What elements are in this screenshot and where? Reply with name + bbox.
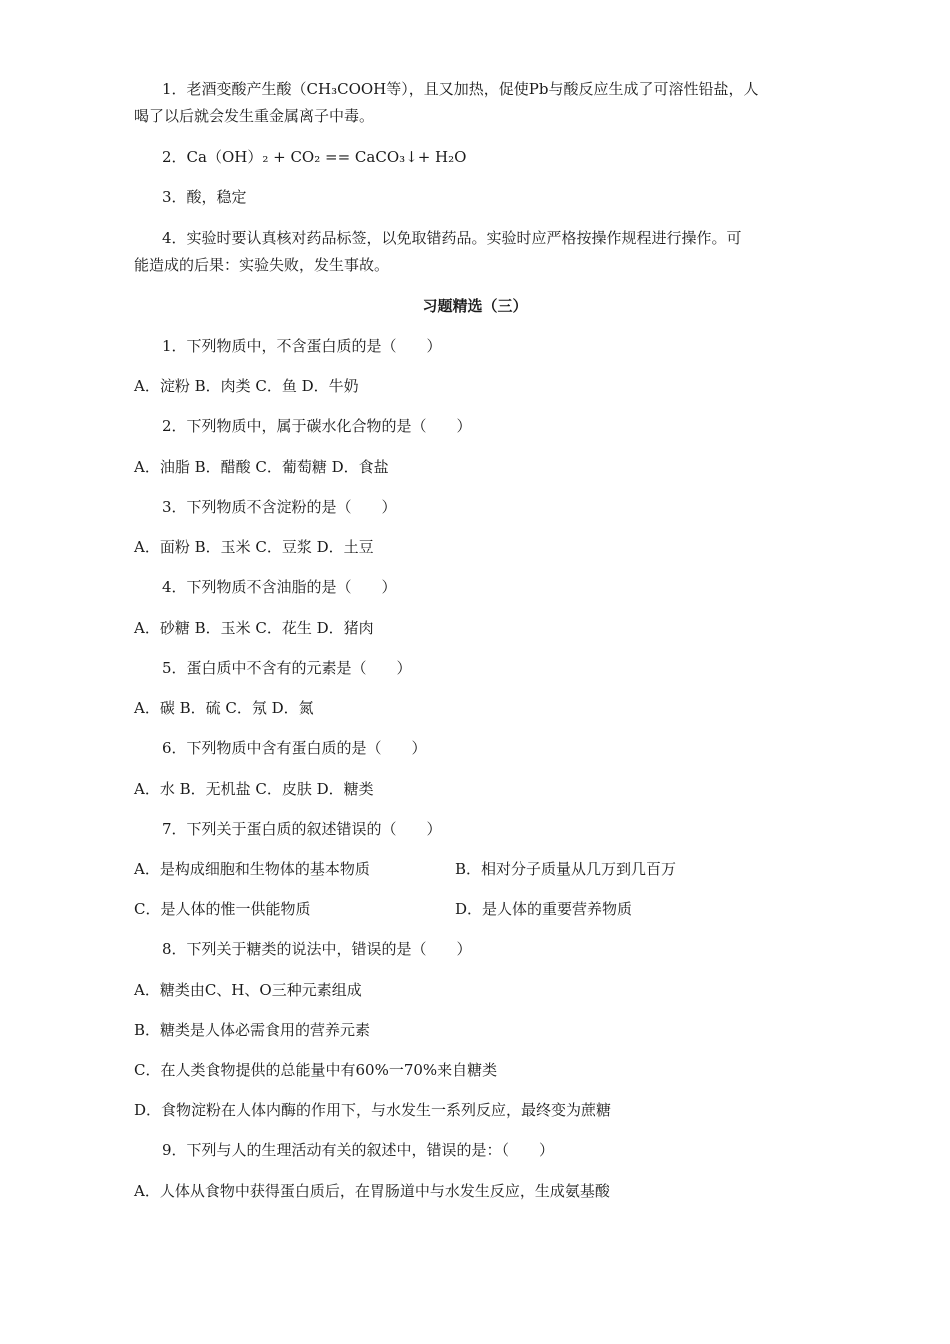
question-9-stem: 9．下列与人的生理活动有关的叙述中，错误的是：（ ） <box>162 1141 555 1159</box>
question-7-option-a: A．是构成细胞和生物体的基本物质 <box>134 860 370 878</box>
answer-1-line-1: 1．老酒变酸产生酸（CH₃COOH等），且又加热，促使Pb与酸反应生成了可溶性铅盐，人 <box>162 80 759 98</box>
question-2-stem: 2．下列物质中，属于碳水化合物的是（ ） <box>162 417 472 435</box>
question-4-options: A．砂糖 B．玉米 C．花生 D．猪肉 <box>134 619 374 637</box>
question-3-stem: 3．下列物质不含淀粉的是（ ） <box>162 498 397 516</box>
answer-3: 3．酸，稳定 <box>162 188 247 206</box>
question-5-stem: 5．蛋白质中不含有的元素是（ ） <box>162 659 412 677</box>
question-1-options: A．淀粉 B．肉类 C．鱼 D．牛奶 <box>134 377 359 395</box>
question-9-option-a: A．人体从食物中获得蛋白质后，在胃肠道中与水发生反应，生成氨基酸 <box>134 1182 610 1200</box>
question-4-stem: 4．下列物质不含油脂的是（ ） <box>162 578 397 596</box>
question-8-option-a: A．糖类由C、H、O三种元素组成 <box>134 981 362 999</box>
question-8-stem: 8．下列关于糖类的说法中，错误的是（ ） <box>162 940 472 958</box>
question-8-option-d: D．食物淀粉在人体内酶的作用下，与水发生一系列反应，最终变为蔗糖 <box>134 1101 612 1119</box>
question-5-options: A．碳 B．硫 C．氖 D．氮 <box>134 699 314 717</box>
question-7-option-d: D．是人体的重要营养物质 <box>455 900 633 918</box>
question-2-options: A．油脂 B．醋酸 C．葡萄糖 D．食盐 <box>134 458 389 476</box>
question-7-option-b: B．相对分子质量从几万到几百万 <box>455 860 677 878</box>
answer-4-line-2: 能造成的后果：实验失败，发生事故。 <box>134 256 390 274</box>
question-7-option-c: C．是人体的惟一供能物质 <box>134 900 311 918</box>
question-6-options: A．水 B．无机盐 C．皮肤 D．糖类 <box>134 780 374 798</box>
answer-4-line-1: 4．实验时要认真核对药品标签，以免取错药品。实验时应严格按操作规程进行操作。可 <box>162 229 742 247</box>
question-7-stem: 7．下列关于蛋白质的叙述错误的（ ） <box>162 820 442 838</box>
question-8-option-c: C．在人类食物提供的总能量中有60%一70%来自糖类 <box>134 1061 498 1079</box>
question-3-options: A．面粉 B．玉米 C．豆浆 D．土豆 <box>134 538 374 556</box>
answer-2: 2．Ca（OH）₂ + CO₂ == CaCO₃↓+ H₂O <box>162 148 467 166</box>
section-title: 习题精选（三） <box>422 297 528 315</box>
question-1-stem: 1．下列物质中，不含蛋白质的是（ ） <box>162 337 442 355</box>
question-8-option-b: B．糖类是人体必需食用的营养元素 <box>134 1021 371 1039</box>
answer-1-line-2: 喝了以后就会发生重金属离子中毒。 <box>134 107 375 125</box>
question-6-stem: 6．下列物质中含有蛋白质的是（ ） <box>162 739 427 757</box>
